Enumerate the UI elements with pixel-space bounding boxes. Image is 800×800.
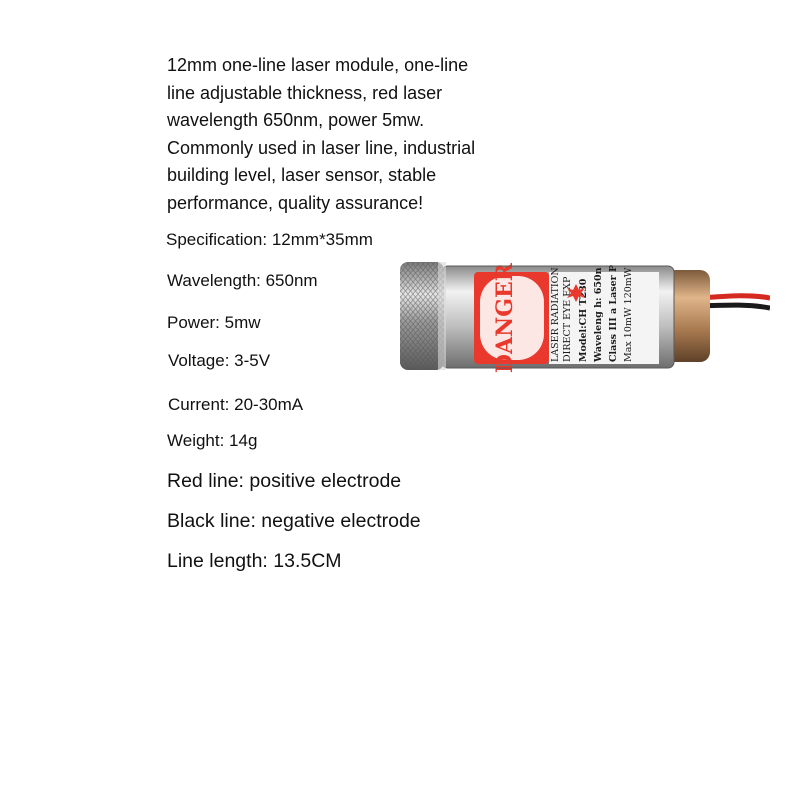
spec-voltage: Voltage: 3-5V xyxy=(168,351,271,370)
spec-wavelength: Wavelength: 650nm xyxy=(167,271,318,290)
spec-black-line: Black line: negative electrode xyxy=(167,510,421,532)
product-description xyxy=(167,52,512,217)
svg-text:DIRECT EYE EXP: DIRECT EYE EXP xyxy=(562,276,573,362)
svg-text:Model:CH T230: Model:CH T230 xyxy=(578,278,589,362)
spec-current: Current: 20-30mA xyxy=(168,395,304,414)
laser-module-image xyxy=(398,258,770,378)
description-line: wavelength 650nm, power 5mw. xyxy=(167,110,425,130)
description-line: performance, quality assurance! xyxy=(167,192,424,213)
spec-power: Power: 5mw xyxy=(167,313,261,332)
spec-line-length: Line length: 13.5CM xyxy=(167,550,342,572)
spec-weight: Weight: 14g xyxy=(167,431,258,450)
spec-red-line: Red line: positive electrode xyxy=(167,470,402,492)
svg-text:Waveleng h: 650n: Waveleng h: 650n xyxy=(593,267,604,362)
svg-text:Max 10mW 120mW: Max 10mW 120mW xyxy=(623,267,634,362)
spec-specification: Specification: 12mm*35mm xyxy=(166,230,373,249)
description-line: line adjustable thickness, red laser xyxy=(167,82,443,103)
svg-text:DANGER: DANGER xyxy=(492,262,518,374)
description-line: building level, laser sensor, stable xyxy=(167,165,437,185)
description-line: 12mm one-line laser module, one-line xyxy=(167,55,469,75)
svg-text:Class III a Laser P: Class III a Laser P xyxy=(608,264,619,362)
svg-text:LASER RADIATION: LASER RADIATION xyxy=(550,267,561,362)
description-line: Commonly used in laser line, industrial xyxy=(167,137,476,158)
